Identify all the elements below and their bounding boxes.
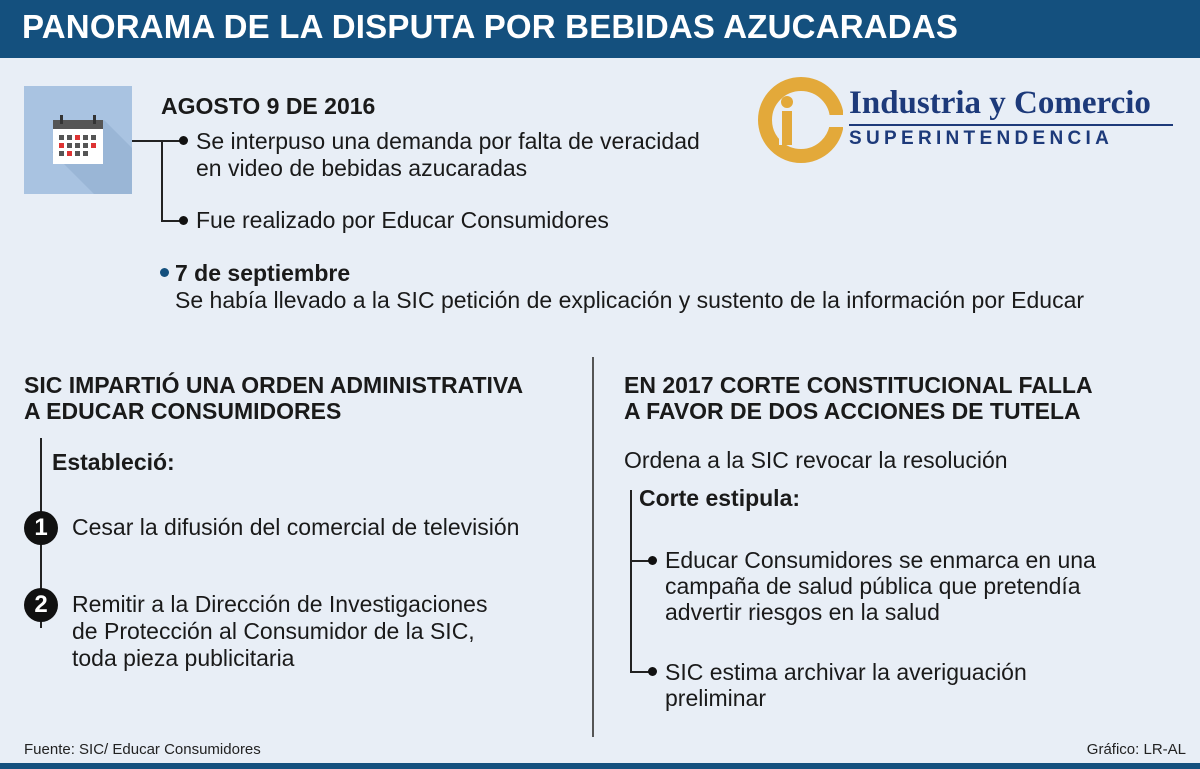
timeline-bullet-2: Fue realizado por Educar Consumidores: [196, 207, 609, 233]
right-ruling-text: Ordena a la SIC revocar la resolución: [624, 447, 1008, 473]
column-divider: [592, 357, 594, 737]
step-2-text-line-2: de Protección al Consumidor de la SIC,: [72, 618, 475, 644]
right-branch: [630, 671, 650, 673]
right-heading-line-1: EN 2017 CORTE CONSTITUCIONAL FALLA: [624, 372, 1093, 398]
logo-divider: [849, 124, 1173, 126]
calendar-icon: [24, 86, 132, 194]
timeline-branch: [161, 140, 181, 142]
timeline-bullet-1-line-2: en video de bebidas azucaradas: [196, 155, 528, 181]
bullet-dot: [160, 268, 169, 277]
left-subheading: Estableció:: [52, 449, 175, 475]
logo-title: Industria y Comercio: [849, 85, 1151, 121]
right-bullet-2-line-2: preliminar: [665, 685, 766, 711]
right-heading-line-2: A FAVOR DE DOS ACCIONES DE TUTELA: [624, 398, 1081, 424]
bullet-dot: [648, 667, 657, 676]
right-subheading: Corte estipula:: [639, 485, 801, 511]
bullet-dot: [179, 216, 188, 225]
timeline-bullet-1-line-1: Se interpuso una demanda por falta de veracidad: [196, 128, 700, 154]
footer-source: Fuente: SIC/ Educar Consumidores: [24, 741, 261, 758]
timeline-vertical: [161, 140, 163, 221]
footer-credit: Gráfico: LR-AL: [1086, 741, 1186, 758]
left-heading-line-2: A EDUCAR CONSUMIDORES: [24, 398, 342, 424]
bullet-dot: [648, 556, 657, 565]
right-bullet-1-line-3: advertir riesgos en la salud: [665, 599, 940, 625]
logo-subtitle: SUPERINTENDENCIA: [849, 128, 1114, 149]
left-heading-line-1: SIC IMPARTIÓ UNA ORDEN ADMINISTRATIVA: [24, 372, 524, 398]
step-2-text-line-1: Remitir a la Dirección de Investigaciones: [72, 591, 488, 617]
timeline-date-2: 7 de septiembre: [175, 260, 351, 286]
step-number-2: 2: [24, 588, 58, 622]
sic-logo-icon: [757, 75, 843, 165]
page-title: PANORAMA DE LA DISPUTA POR BEBIDAS AZUCARADAS: [22, 8, 959, 45]
footer-bar: [0, 763, 1200, 769]
right-vertical-line: [630, 490, 632, 672]
right-bullet-2-line-1: SIC estima archivar la averiguación: [665, 659, 1027, 685]
step-2-text-line-3: toda pieza publicitaria: [72, 645, 295, 671]
timeline-date: AGOSTO 9 DE 2016: [161, 93, 376, 119]
step-1-text: Cesar la difusión del comercial de televisión: [72, 514, 520, 540]
bullet-dot: [179, 136, 188, 145]
right-branch: [630, 560, 650, 562]
right-bullet-1-line-2: campaña de salud pública que pretendía: [665, 573, 1081, 599]
timeline-branch: [161, 220, 181, 222]
timeline-connector: [132, 140, 161, 142]
step-number-1: 1: [24, 511, 58, 545]
timeline-date-2-text: Se había llevado a la SIC petición de explicación y sustento de la información por Educar: [175, 287, 1085, 313]
right-bullet-1-line-1: Educar Consumidores se enmarca en una: [665, 547, 1096, 573]
